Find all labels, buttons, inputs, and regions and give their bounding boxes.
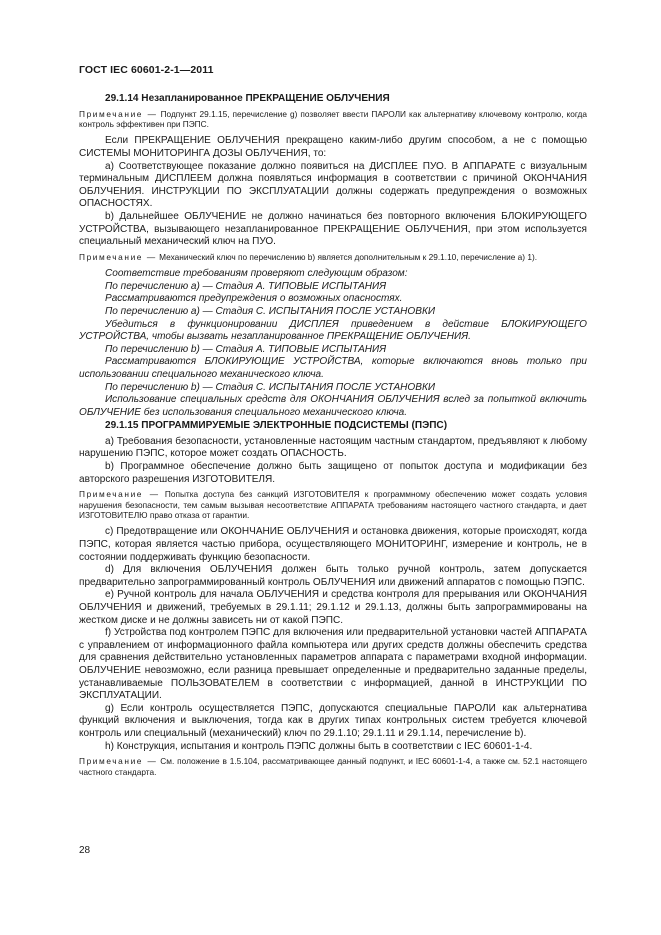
paragraph: а) Требования безопасности, установленные настоящим частным стандартом, предъявляют к любому нарушению ПЭПС, которое может создать ОПАСНОСТЬ.	[79, 435, 587, 460]
compliance-line: По перечислению а) — Стадия А. ТИПОВЫЕ ИСПЫТАНИЯ	[105, 280, 387, 292]
paragraph: с) Предотвращение или ОКОНЧАНИЕ ОБЛУЧЕНИЯ и остановка движения, которые происходят, когда ПЭПС, которая является частью прибора, осуществляющего МОНИТОРИНГ, измерение и контроль, не в состоянии поддерживать функцию безопасности.	[79, 526, 587, 563]
note-text: См. положение в 1.5.104, рассматривающее данный подпункт, и IEC 60601-1-4, а также см. 52.1 настоящего частного стандарта.	[79, 756, 587, 777]
page-number: 28	[79, 845, 91, 856]
document-header: ГОСТ IEC 60601-2-1—2011	[79, 64, 214, 76]
compliance-line: По перечислению b) — Стадия С. ИСПЫТАНИЯ ПОСЛЕ УСТАНОВКИ	[105, 381, 436, 393]
document-body	[79, 92, 587, 783]
paragraph: е) Ручной контроль для начала ОБЛУЧЕНИЯ и средства контроля для прерывания или ОКОНЧАНИЯ ОБЛУЧЕНИЯ и движений, требуемых в 29.1.11; 29.1.12 и 29.1.13, должны быть запрограммированы на жестком диске и не должны зависеть ни от какой ПЭПС.	[79, 589, 587, 626]
note-label: Примечание —	[79, 489, 160, 500]
section-heading: 29.1.14 Незапланированное ПРЕКРАЩЕНИЕ ОБЛУЧЕНИЯ	[105, 93, 390, 104]
paragraph: d) Для включения ОБЛУЧЕНИЯ должен быть только ручной контроль, затем допускается предварительно запрограммированный контроль ОБЛУЧЕНИЯ или движений аппаратов с помощью ПЭПС.	[79, 564, 587, 588]
paragraph: b) Программное обеспечение должно быть защищено от попыток доступа и модификации без авторского разрешения ИЗГОТОВИТЕЛЯ.	[79, 461, 587, 485]
compliance-line: По перечислению b) — Стадия А. ТИПОВЫЕ ИСПЫТАНИЯ	[105, 343, 387, 355]
note-label: Примечание —	[79, 251, 157, 262]
section-heading: 29.1.15 ПРОГРАММИРУЕМЫЕ ЭЛЕКТРОННЫЕ ПОДСИСТЕМЫ (ПЭПС)	[105, 420, 448, 432]
compliance-line: Убедиться в функционировании ДИСПЛЕЯ приведением в действие БЛОКИРУЮЩЕГО УСТРОЙСТВА, чтобы вызвать незапланированное ПРЕКРАЩЕНИЕ ОБЛУЧЕНИЯ.	[79, 318, 587, 343]
note-text: Подпункт 29.1.15, перечисление g) позволяет ввести ПАРОЛИ как альтернативу ключевому контролю, когда контроль эффективен при ПЭПС.	[79, 108, 588, 129]
note	[79, 109, 587, 130]
note-text: Попытка доступа без санкций ИЗГОТОВИТЕЛЯ к программному обеспечению может создать условия нарушения безопасности, тем самым вызывая несоответствие АППАРАТА требованиям настоящего частного стандарта, и дает ИЗГОТОВИТЕЛЮ право отказа от гарантии.	[79, 489, 587, 521]
compliance-line: Использование специальных средств для ОКОНЧАНИЯ ОБЛУЧЕНИЯ вслед за попыткой включить ОБЛУЧЕНИЕ без использования специального механического ключа.	[79, 394, 587, 418]
compliance-line: Рассматриваются БЛОКИРУЮЩИЕ УСТРОЙСТВА, которые включаются вновь только при использовании специального механического ключа.	[79, 356, 587, 380]
note	[79, 252, 587, 262]
compliance-line: Соответствие требованиям проверяют следующим образом:	[105, 268, 408, 280]
paragraph: f) Устройства под контролем ПЭПС для включения или предварительной установки частей АППАРАТА с управлением от информационного файла компьютера или других средств должны обеспечить средства для сравнения действительно установленных параметров аппарата с параметрами входной информации. ОБЛУЧЕНИЕ невозможно, если разница превышает определенные и предварительно заданные пределы, устанавливаемые ПОЛЬЗОВАТЕЛЕМ в соответствии с информацией, данной в ИНСТРУКЦИИ ПО ЭКСПЛУАТАЦИИ.	[79, 627, 587, 702]
note-label: Примечание —	[79, 108, 158, 119]
note-label: Примечание —	[79, 756, 158, 767]
note-text: Механический ключ по перечислению b) является дополнительным к 29.1.10, перечисление а) 1).	[159, 251, 538, 262]
paragraph: b) Дальнейшее ОБЛУЧЕНИЕ не должно начинаться без повторного включения БЛОКИРУЮЩЕГО УСТРОЙСТВА, вызывающего незапланированное ПРЕКРАЩЕНИЕ ОБЛУЧЕНИЯ, при этом используется специальный механический ключ на ПУО.	[79, 210, 587, 248]
paragraph: Если ПРЕКРАЩЕНИЕ ОБЛУЧЕНИЯ прекращено каким-либо другим способом, а не с помощью СИСТЕМЫ МОНИТОРИНГА ДОЗЫ ОБЛУЧЕНИЯ, то:	[79, 135, 587, 159]
paragraph: g) Если контроль осуществляется ПЭПС, допускаются специальные ПАРОЛИ как альтернатива функций включения и выключения, тогда как в других типах контрольных систем требуется ключевой контроль или специальный (механический) ключ по 29.1.10; 29.1.11 и 29.1.14, перечисление b).	[79, 702, 587, 739]
paragraph: h) Конструкция, испытания и контроль ПЭПС должны быть в соответствии с IEC 60601-1-4.	[105, 740, 533, 752]
note	[79, 756, 587, 777]
compliance-line: Рассматриваются предупреждения о возможных опасностях.	[105, 293, 403, 305]
note	[79, 489, 587, 520]
paragraph: а) Соответствующее показание должно появиться на ДИСПЛЕЕ ПУО. В АППАРАТЕ с визуальным терминальным ДИСПЛЕЕМ должна появляться информация в соответствии с причиной ОКОНЧАНИЯ ОБЛУЧЕНИЯ. ИНСТРУКЦИИ ПО ЭКСПЛУАТАЦИИ должны содержать предупреждения о возможных ОПАСНОСТЯХ.	[79, 160, 587, 210]
compliance-line: По перечислению а) — Стадия С. ИСПЫТАНИЯ ПОСЛЕ УСТАНОВКИ	[105, 305, 436, 317]
